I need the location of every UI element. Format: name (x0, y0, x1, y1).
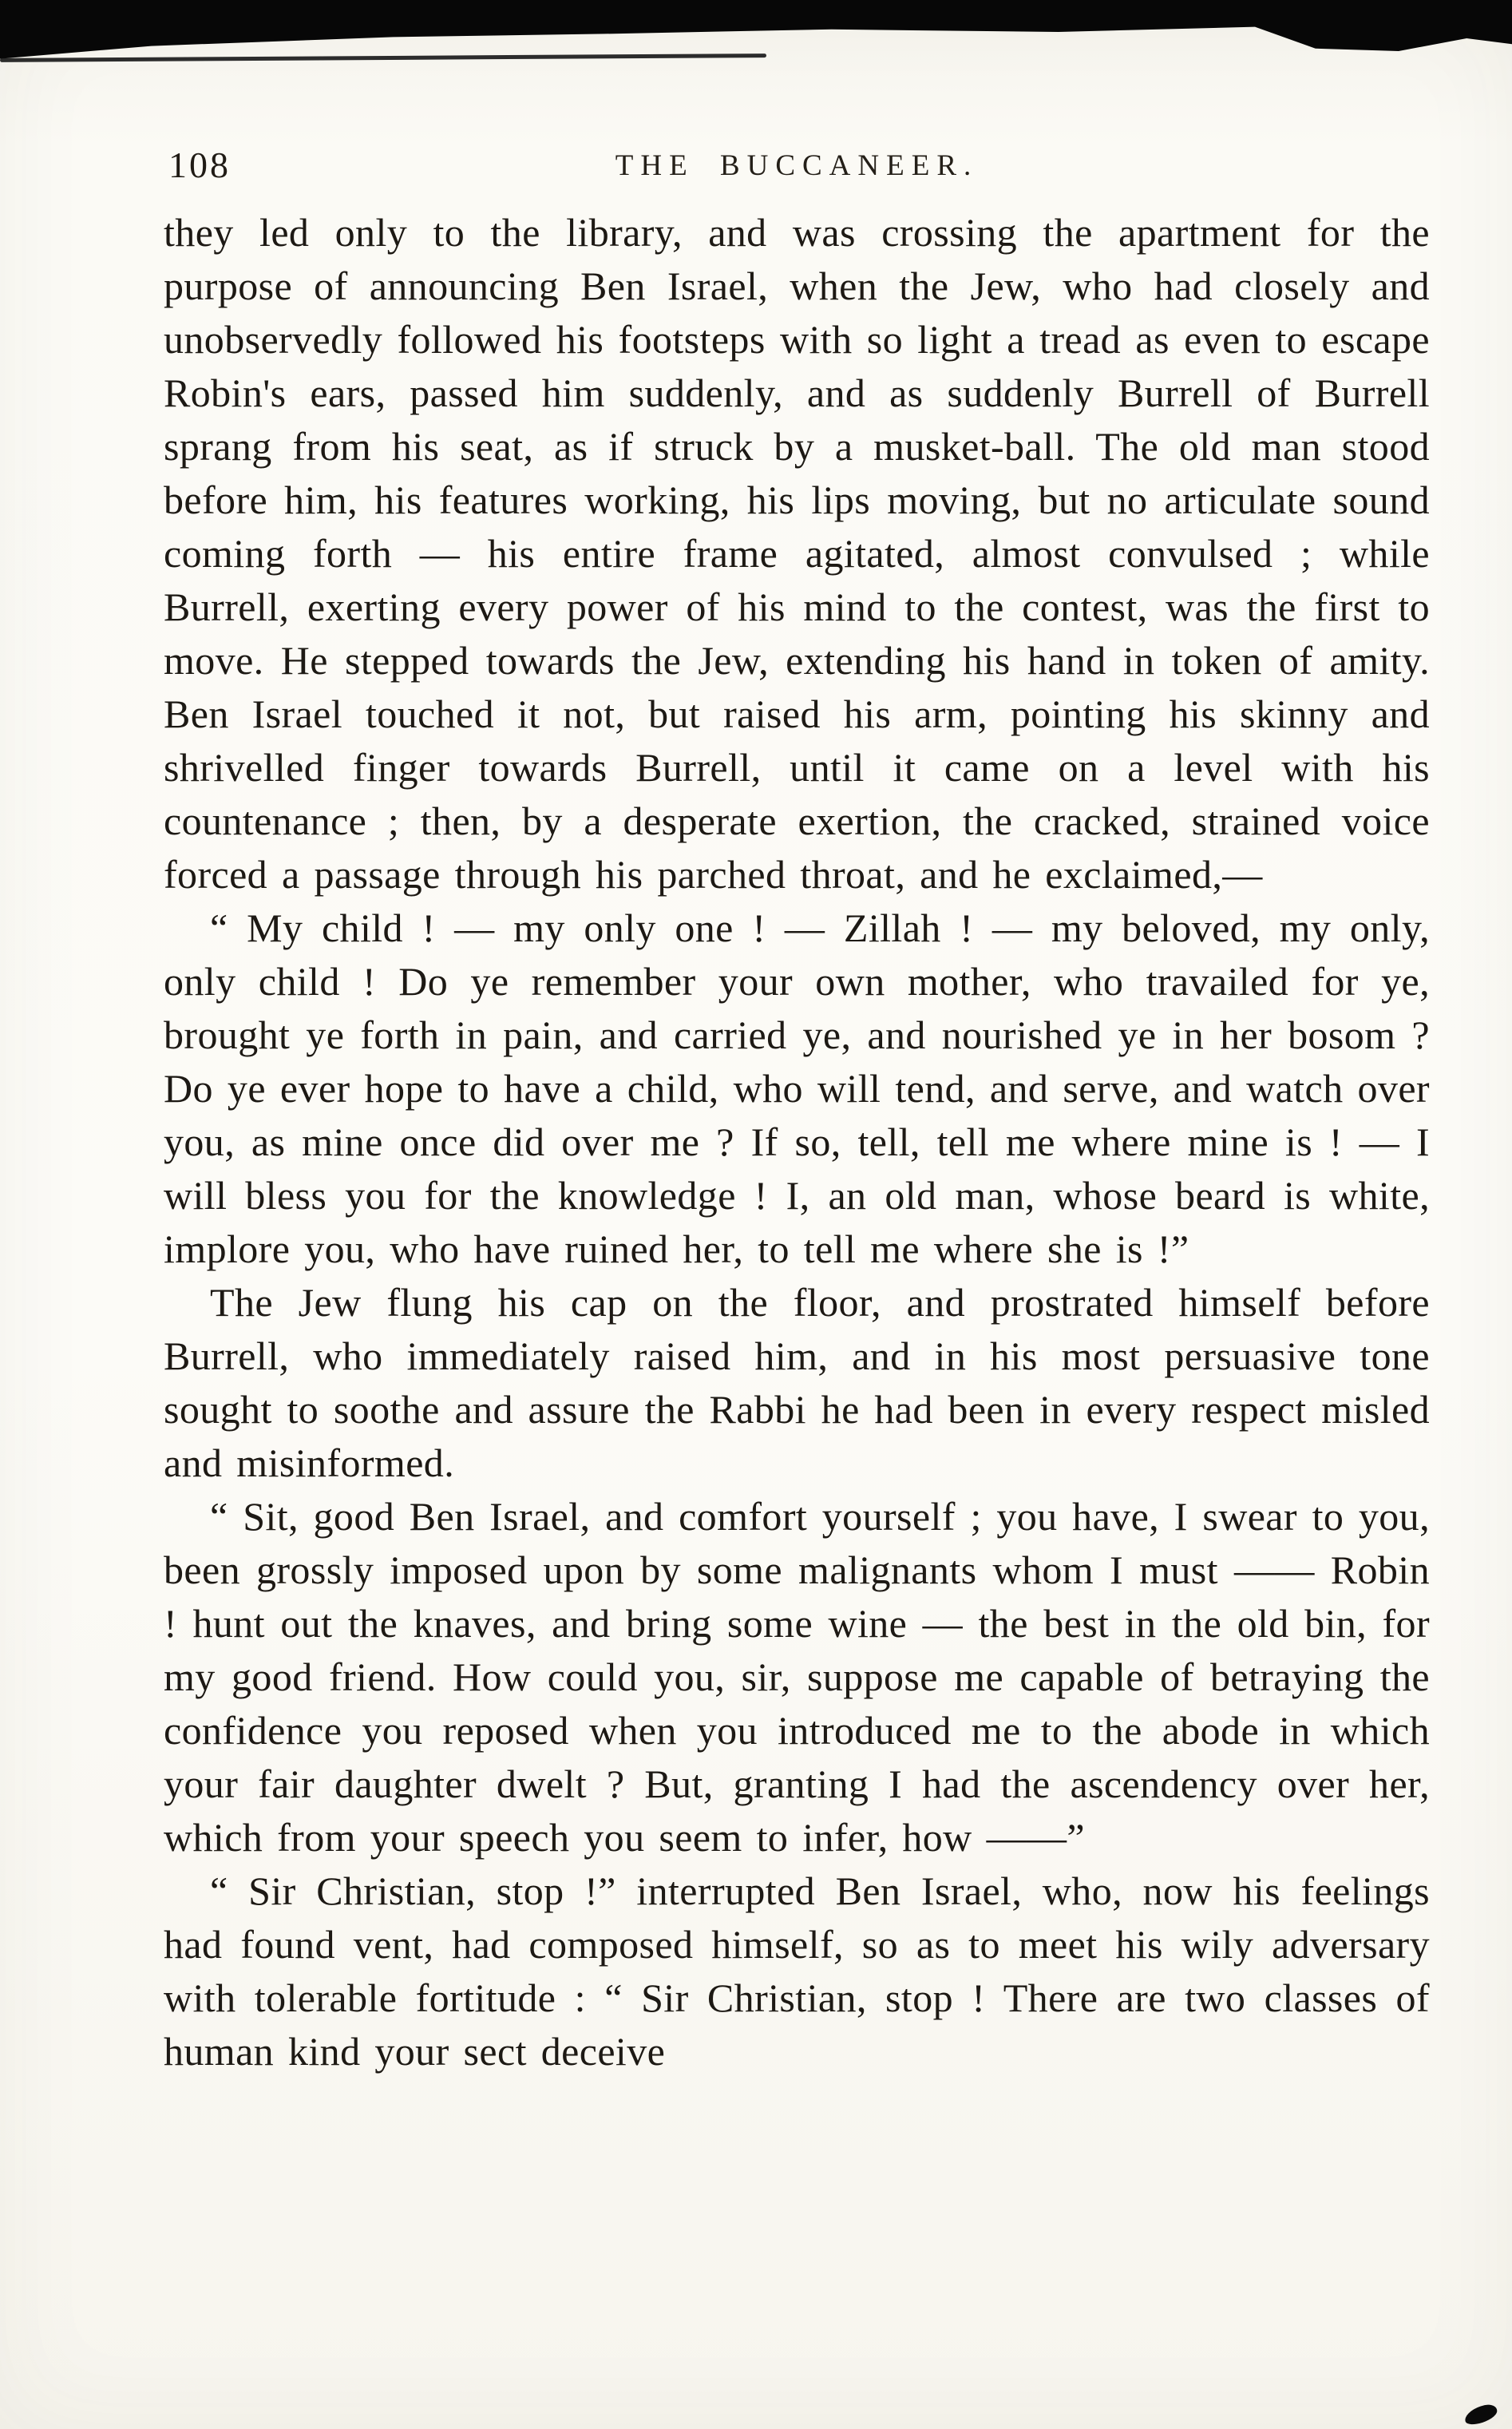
paragraph-dialogue-burrell: “ Sit, good Ben Israel, and comfort yourself ; you have, I swear to you, been grossly imposed upon by some malignants whom I must —— Robin ! hunt out the knaves, and bring some wine — the best in the old bin, for my good friend. How could you, sir, suppose me capable of betraying the confidence you reposed when you introduced me to the abode in which your fair daughter dwelt ? But, granting I had the ascendency over her, which from your speech you seem to infer, how ——” (164, 1494, 1430, 1860)
paragraph-dialogue-ben-israel: “ My child ! — my only one ! — Zillah ! — my beloved, my only, only child ! Do ye remember your own mother, who travailed for ye, brought ye forth in pain, and carried ye, and nourished ye in her bosom ? Do ye ever hope to have a child, who will tend, and serve, and watch over you, as mine once did over me ? If so, tell, tell me where mine is ! — I will bless you for the knowledge ! I, an old man, whose beard is white, implore you, who have ruined her, to tell me where she is !” (164, 905, 1430, 1271)
paragraph-dialogue-ben-israel-reply: “ Sir Christian, stop !” interrupted Ben Israel, who, now his feelings had found vent, had composed himself, so as to meet his wily adversary with tolerable fortitude : “ Sir Christian, stop ! There are two classes of human kind your sect deceive (164, 1868, 1430, 2074)
paragraph-continuation: they led only to the library, and was crossing the apartment for the purpose of announcing Ben Israel, when the Jew, who had closely and unobservedly followed his footsteps with so light a tread as even to escape Robin's ears, passed him suddenly, and as suddenly Burrell of Burrell sprang from his seat, as if struck by a musket-ball. The old man stood before him, his features working, his lips moving, but no articulate sound coming forth — his entire frame agitated, almost convulsed ; while Burrell, exerting every power of his mind to the contest, was the first to move. He stepped towards the Jew, extending his hand in token of amity. Ben Israel touched it not, but raised his arm, pointing his skinny and shrivelled finger towards Burrell, until it came on a level with his countenance ; then, by a desperate exertion, the cracked, strained voice forced a passage through his parched throat, and he exclaimed,— (164, 210, 1430, 897)
paragraph-narration: The Jew flung his cap on the floor, and prostrated himself before Burrell, who immediately raised him, and in his most persuasive tone sought to soothe and assure the Rabbi he had been in every respect misled and misinformed. (164, 1280, 1430, 1485)
page-number: 108 (168, 145, 231, 185)
running-title: THE BUCCANEER. (615, 149, 979, 182)
scan-artifact-bottom-mark (1463, 2402, 1499, 2427)
scan-artifact-scratch-line (0, 53, 766, 62)
page-header (164, 142, 1430, 187)
page-body (164, 206, 1430, 2078)
